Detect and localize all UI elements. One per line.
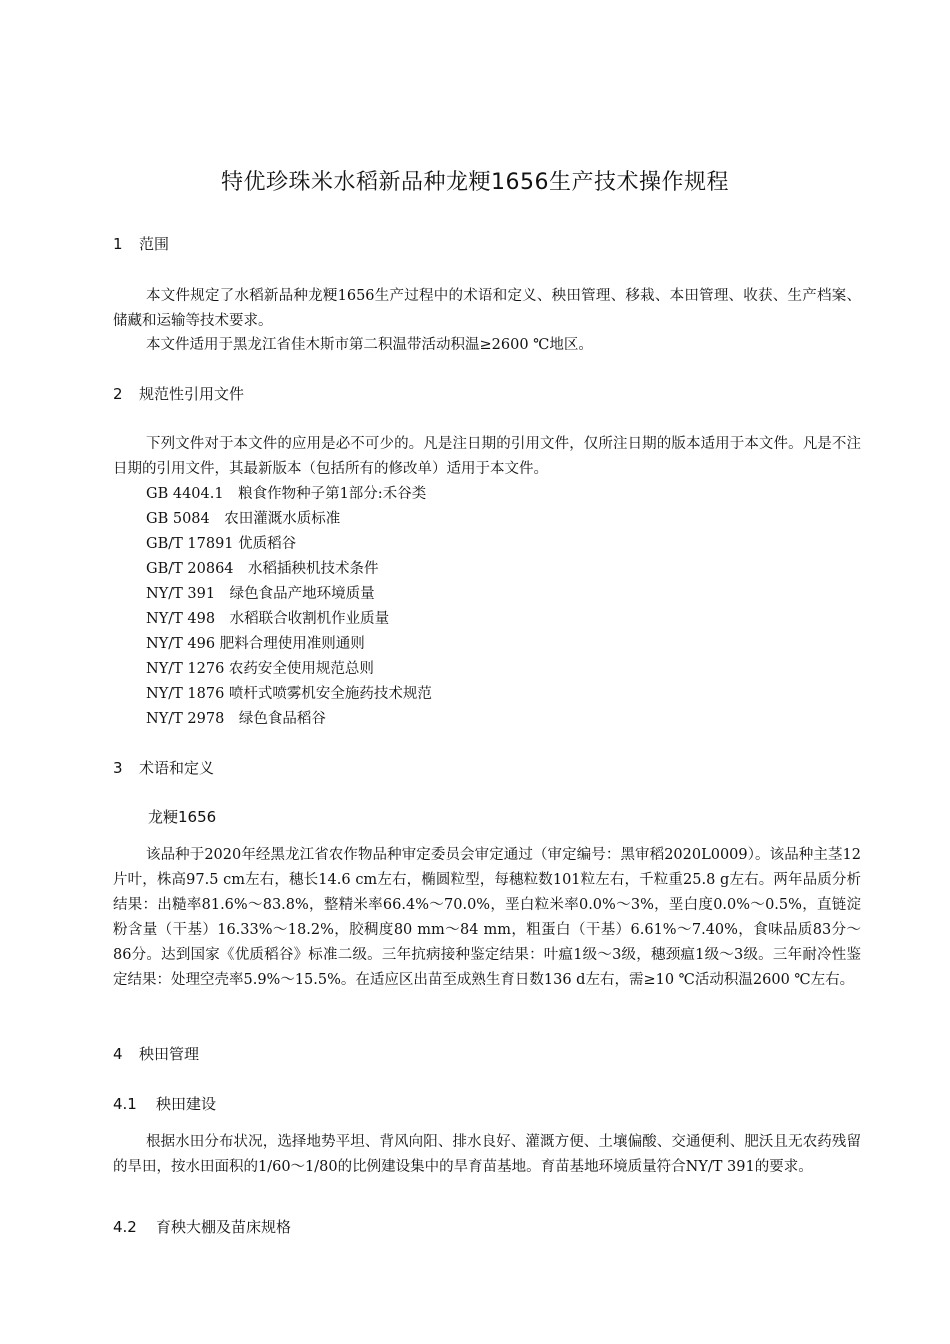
section-heading-3 [113,757,214,779]
paragraph: 该品种于2020年经黑龙江省农作物品种审定委员会审定通过（审定编号：黑审稻2020L0009）。该品种主茎12片叶，株高97.5 cm左右，穗长14.6 cm左右，椭圆粒型，每穗粒数101粒左右，千粒重25.8 g左右。两年品质分析结果：出糙率81.6%～83.8%，整精米率66.4%～70.0%，垩白粒米率0.0%～3%，垩白度0.0%～0.5%，直链淀粉含量（干基）16.33%～18.2%，胶稠度80 mm～84 mm，粗蛋白（干基）6.61%～7.40%，食味品质83分～86分。达到国家《优质稻谷》标准二级。三年抗病接种鉴定结果：叶瘟1级～3级，穗颈瘟1级～3级。三年耐冷性鉴定结果：处理空壳率5.9%～15.5%。在适应区出苗至成熟生育日数136 d左右，需≥10 ℃活动积温2600 ℃左右。 [113,847,861,988]
subsection-heading-4-2 [113,1216,291,1238]
section-number: 3 [113,759,123,777]
section-number: 2 [113,385,123,403]
section-title: 规范性引用文件 [139,385,245,403]
section-number: 4 [113,1045,123,1063]
reference-item: NY/T 1276 农药安全使用规范总则 [146,661,374,677]
reference-item: NY/T 496 肥料合理使用准则通则 [146,636,365,652]
subsection-title: 秧田建设 [156,1095,217,1113]
term-name: 龙粳1656 [148,808,217,826]
document-title: 特优珍珠米水稻新品种龙粳1656生产技术操作规程 [221,170,729,195]
reference-item: NY/T 391 绿色食品产地环境质量 [146,586,375,602]
reference-item: NY/T 1876 喷杆式喷雾机安全施药技术规范 [146,686,432,702]
paragraph: 本文件适用于黑龙江省佳木斯市第二积温带活动积温≥2600 ℃地区。 [146,337,593,353]
section-heading-1 [113,233,169,255]
reference-item: GB/T 20864 水稻插秧机技术条件 [146,561,379,577]
reference-item: NY/T 498 水稻联合收割机作业质量 [146,611,390,627]
reference-item: GB 4404.1 粮食作物种子第1部分:禾谷类 [146,486,427,502]
subsection-number: 4.1 [113,1095,137,1113]
section-number: 1 [113,235,123,253]
section-heading-4 [113,1043,199,1065]
paragraph: 根据水田分布状况，选择地势平坦、背风向阳、排水良好、灌溉方便、土壤偏酸、交通便利、肥沃且无农药残留的旱田，按水田面积的1/60～1/80的比例建设集中的旱育苗基地。育苗基地环境质量符合NY/T 391的要求。 [113,1134,861,1175]
reference-item: GB/T 17891 优质稻谷 [146,536,297,552]
section-heading-2 [113,383,244,405]
section-title: 范围 [139,235,170,253]
reference-item: NY/T 2978 绿色食品稻谷 [146,711,326,727]
paragraph: 下列文件对于本文件的应用是必不可少的。凡是注日期的引用文件，仅所注日期的版本适用于本文件。凡是不注日期的引用文件，其最新版本（包括所有的修改单）适用于本文件。 [113,436,861,477]
paragraph: 本文件规定了水稻新品种龙粳1656生产过程中的术语和定义、秧田管理、移栽、本田管理、收获、生产档案、储藏和运输等技术要求。 [113,288,861,329]
subsection-number: 4.2 [113,1218,137,1236]
section-title: 术语和定义 [139,759,215,777]
section-title: 秧田管理 [139,1045,200,1063]
subsection-title: 育秧大棚及苗床规格 [156,1218,292,1236]
subsection-heading-4-1 [113,1093,216,1115]
reference-item: GB 5084 农田灌溉水质标准 [146,511,341,527]
